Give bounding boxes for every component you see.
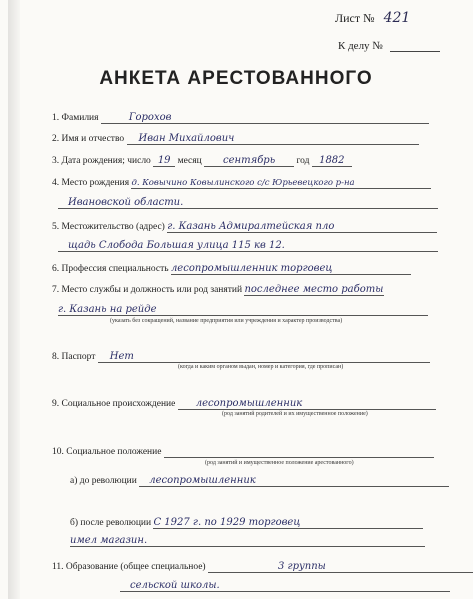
field-birthplace xyxy=(52,178,431,189)
field-after-revolution-line2 xyxy=(70,535,425,547)
field-workplace-note: (указать без сокращений, название предприятия или учреждения и характер производства) xyxy=(110,318,343,324)
field-social-status-note: (род занятий и имущественное положение арестованного) xyxy=(205,460,354,466)
field-workplace xyxy=(52,284,384,296)
field-social-origin-label: 9. Социальное происхождение xyxy=(52,399,176,409)
field-education-line2 xyxy=(120,580,450,592)
birth-year-value: 1882 xyxy=(312,155,352,167)
birth-month-value: сентябрь xyxy=(204,155,294,167)
field-profession-label: 6. Профессия специальность xyxy=(52,264,169,274)
field-profession xyxy=(52,263,411,275)
field-education-label: 11. Образование (общее специальное) xyxy=(52,562,206,572)
field-social-status-label: 10. Социальное положение xyxy=(52,447,162,457)
field-social-origin xyxy=(52,398,436,410)
field-education xyxy=(52,561,473,573)
field-after-revolution xyxy=(70,517,423,529)
field-birthdate xyxy=(52,155,352,167)
field-birthdate-label: 3. Дата рождения; число xyxy=(52,156,151,166)
field-social-origin-value: лесопромышленник xyxy=(178,398,436,410)
field-address-value-1: г. Казань Адмиралтейская пло xyxy=(167,221,437,233)
field-address-label: 5. Местожительство (адрес) xyxy=(52,222,165,232)
birth-year-label: год xyxy=(296,156,310,166)
sheet-number-label: Лист № xyxy=(335,11,375,25)
field-name xyxy=(52,133,419,145)
field-birthplace-value-1: д. Ковычино Ковылинского с/с Юрьевецкого р-на xyxy=(131,178,431,189)
birth-month-label: месяц xyxy=(177,156,202,166)
field-birthplace-value-2: Ивановской области. xyxy=(58,197,438,209)
after-revolution-label: б) после революции xyxy=(70,518,152,528)
field-birthplace-line2 xyxy=(58,197,438,209)
case-number-line xyxy=(390,51,440,52)
field-name-label: 2. Имя и отчество xyxy=(52,134,125,144)
field-surname xyxy=(52,112,429,124)
field-birthplace-label: 4. Место рождения xyxy=(52,178,130,188)
field-workplace-label: 7. Место службы и должность или род занятий xyxy=(52,285,243,295)
form-title: АНКЕТА АРЕСТОВАННОГО xyxy=(99,68,373,89)
field-before-revolution xyxy=(70,475,449,487)
before-revolution-label: а) до революции xyxy=(70,476,137,486)
field-surname-label: 1. Фамилия xyxy=(52,113,99,123)
after-revolution-value-1: С 1927 г. по 1929 торговец xyxy=(153,517,423,529)
birth-day-value: 19 xyxy=(153,155,175,167)
field-education-value-1: 3 группы xyxy=(208,561,473,573)
field-workplace-line2 xyxy=(58,304,428,316)
field-address-value-2: щадь Слобода Большая улица 115 кв 12. xyxy=(58,240,438,252)
sheet-number-value: 421 xyxy=(383,10,411,26)
field-social-status xyxy=(52,447,434,458)
sheet-number-field xyxy=(335,10,410,26)
field-passport-note: (когда и каким органом выдан, номер и категория, где прописан) xyxy=(178,364,344,370)
field-education-value-2: сельской школы. xyxy=(120,580,450,592)
case-number-field xyxy=(338,40,440,52)
field-address xyxy=(52,221,437,233)
field-profession-value: лесопромышленник торговец xyxy=(171,263,411,275)
field-passport-label: 8. Паспорт xyxy=(52,352,96,362)
field-workplace-value-1: последнее место работы xyxy=(244,284,384,295)
field-address-line2 xyxy=(58,240,438,252)
field-name-value: Иван Михайлович xyxy=(127,133,419,145)
field-workplace-value-2: г. Казань на рейде xyxy=(58,304,428,316)
before-revolution-value: лесопромышленник xyxy=(139,475,449,487)
field-surname-value: Горохов xyxy=(101,112,429,124)
field-social-origin-note: (род занятий родителей и их имущественное положение) xyxy=(222,411,368,417)
field-passport xyxy=(52,351,430,363)
field-passport-value: Нет xyxy=(98,351,430,363)
field-social-status-line xyxy=(164,447,434,458)
after-revolution-value-2: имел магазин. xyxy=(70,535,425,547)
case-number-label: К делу № xyxy=(338,40,383,52)
binding-edge xyxy=(8,0,20,599)
